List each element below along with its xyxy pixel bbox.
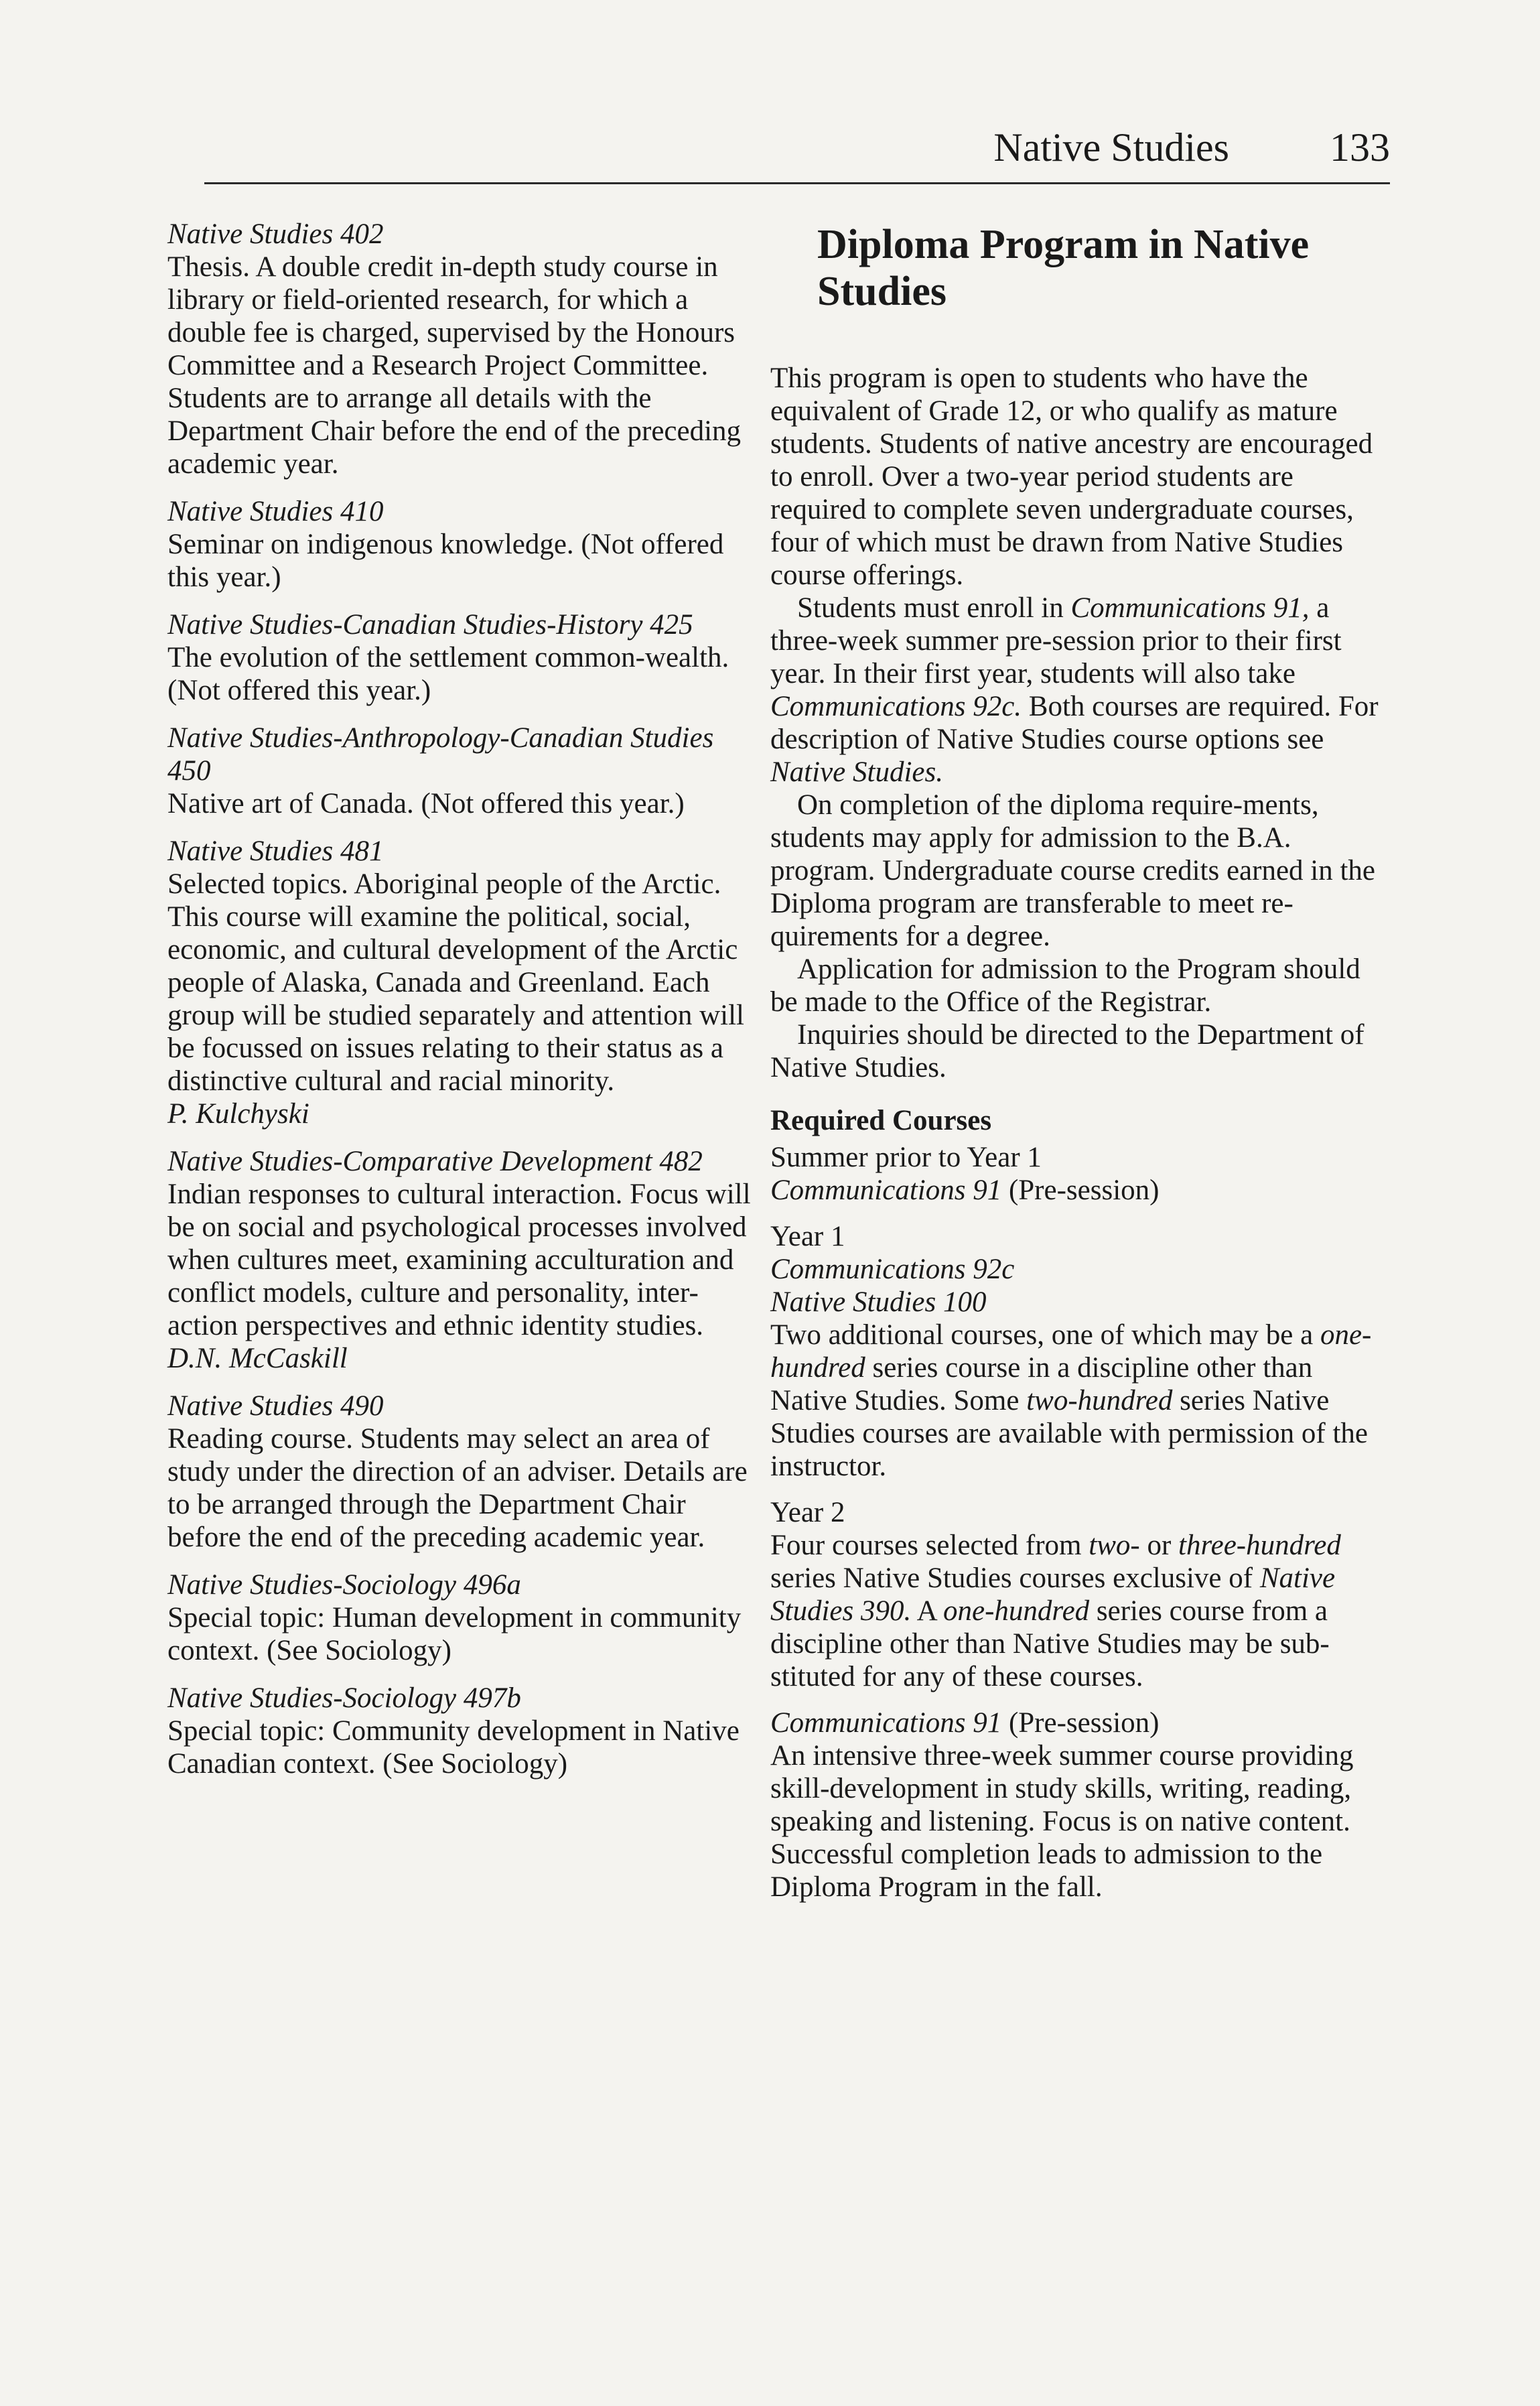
course-title: Native Studies 402 <box>167 218 384 250</box>
course-title <box>770 1707 1393 1739</box>
summer-course <box>770 1174 1393 1207</box>
year2-block <box>770 1496 1393 1693</box>
text-run: series Native Studies courses are available with permission of the instructor. <box>770 1385 1369 1482</box>
page-number: 133 <box>1330 125 1390 170</box>
section-heading: Diploma Program in Native Studies <box>817 222 1310 314</box>
course-entry <box>167 495 757 594</box>
course-instructor: P. Kulchyski <box>167 1098 309 1130</box>
diploma-program-column <box>770 221 1393 1917</box>
course-reference: Communications 91 <box>770 1707 1002 1739</box>
text-run: series course from a discipline other than Native Studies may be sub-stituted for any of these courses. <box>770 1595 1330 1692</box>
course-entry <box>167 218 757 480</box>
course-entry <box>167 835 757 1130</box>
communications-91-entry <box>770 1707 1393 1903</box>
year2-description <box>770 1529 1393 1693</box>
header-rule <box>204 182 1390 184</box>
text-run: two-hundred <box>1026 1385 1173 1416</box>
course-title: Native Studies 481 <box>167 836 384 867</box>
course-description: Native art of Canada. (Not offered this year.) <box>167 788 685 819</box>
paragraph: Application for admission to the Program should be made to the Office of the Registrar. <box>770 953 1360 1018</box>
text-run: Two additional courses, one of which may be a <box>770 1319 1320 1351</box>
course-entry <box>167 1568 757 1667</box>
text-run: (Pre-session) <box>1001 1707 1160 1739</box>
year1-label: Year 1 <box>770 1221 845 1252</box>
course-reference: Communications 92c. <box>770 691 1022 722</box>
course-description: Special topic: Human development in community context. (See Sociology) <box>167 1602 742 1666</box>
running-title: Native Studies <box>993 125 1229 170</box>
text-run: A <box>911 1595 944 1627</box>
course-title: Native Studies-Anthropology-Canadian Studies 450 <box>167 722 714 787</box>
text-run: one-hundred <box>943 1595 1090 1627</box>
course-reference: Native Studies 100 <box>770 1286 987 1318</box>
text-run: Four courses selected from <box>770 1530 1089 1561</box>
course-description: Thesis. A double credit in-depth study course in library or field-oriented research, for which a double fee is charged, supervised by the Honours Committee and a Research Project Committee. Students are to arrange all details with the Department Chair before the end of the preceding academic year. <box>167 251 742 480</box>
paragraph: Inquiries should be directed to the Department of Native Studies. <box>770 1019 1364 1083</box>
text-run: series Native Studies courses exclusive of <box>770 1562 1260 1594</box>
course-description: Reading course. Students may select an area of study under the direction of an adviser. Details are to be arranged through the Department Chair before the end of the preceding academic year. <box>167 1423 748 1553</box>
text-run: two- <box>1089 1530 1140 1561</box>
course-entry <box>167 1145 757 1375</box>
text-run: series course in a discipline other than Native Studies. Some <box>770 1352 1313 1416</box>
paragraph: On completion of the diploma require-ments, students may apply for admission to the B.A. program. Undergraduate course credits earned in the Diploma program are transferable to meet re-quirements for a degree. <box>770 789 1376 952</box>
course-instructor: D.N. McCaskill <box>167 1343 348 1374</box>
course-reference: Native Studies. <box>770 756 943 788</box>
course-reference: Communications 91, <box>1070 592 1310 624</box>
course-description: Selected topics. Aboriginal people of the Arctic. This course will examine the political, social, economic, and cultural development of the Arctic people of Alaska, Canada and Greenland. Each group will be studied separately and attention will be focussed on issues relating to their status as a distinctive cultural and racial minority. <box>167 868 744 1097</box>
course-entry <box>167 1682 757 1780</box>
course-title: Native Studies 490 <box>167 1390 384 1422</box>
text-run: a three-week summer pre-session prior to their first year. In their first year, students will also take <box>770 592 1342 689</box>
course-entry <box>167 722 757 820</box>
course-description: Seminar on indigenous knowledge. (Not offered this year.) <box>167 529 724 593</box>
required-courses-heading: Required Courses <box>770 1105 992 1136</box>
page-header <box>204 127 1390 188</box>
year1-description <box>770 1319 1393 1483</box>
course-description: An intensive three-week summer course providing skill-development in study skills, writing, reading, speaking and listening. Focus is on native content. Successful completion leads to admission to the Diploma Program in the fall. <box>770 1740 1354 1903</box>
text-run: one-hundred <box>770 1319 1372 1384</box>
text-run: Both courses are required. For description of Native Studies course options see <box>770 691 1379 755</box>
course-description: Indian responses to cultural interaction. Focus will be on social and psychological processes involved when cultures meet, examining acculturation and conflict models, culture and personality, inter-action perspectives and ethnic identity studies. <box>167 1179 751 1341</box>
year2-label: Year 2 <box>770 1497 845 1528</box>
summer-block <box>770 1141 1393 1207</box>
text-run: (Pre-session) <box>1001 1175 1160 1206</box>
course-title: Native Studies-Sociology 496a <box>167 1569 521 1601</box>
year1-block <box>770 1220 1393 1483</box>
course-description: The evolution of the settlement common-wealth. (Not offered this year.) <box>167 642 729 706</box>
paragraph <box>770 592 1393 789</box>
summer-label: Summer prior to Year 1 <box>770 1142 1042 1173</box>
course-title: Native Studies 410 <box>167 496 384 527</box>
text-run: or <box>1139 1530 1179 1561</box>
paragraph: This program is open to students who have the equivalent of Grade 12, or who qualify as mature students. Students of native ancestry are encouraged to enroll. Over a two-year period students are required to complete seven undergraduate courses, four of which must be drawn from Native Studies course offerings. <box>770 362 1373 591</box>
course-reference: Native Studies 390. <box>770 1562 1336 1627</box>
course-title: Native Studies-Comparative Development 482 <box>167 1146 703 1177</box>
course-reference: Communications 91 <box>770 1175 1002 1206</box>
course-entry <box>167 1390 757 1554</box>
course-description: Special topic: Community development in Native Canadian context. (See Sociology) <box>167 1715 740 1780</box>
course-entry <box>167 608 757 707</box>
course-title: Native Studies-Canadian Studies-History 425 <box>167 609 693 641</box>
text-run: Students must enroll in <box>797 592 1071 624</box>
course-list-column <box>167 218 757 1795</box>
course-reference: Communications 92c <box>770 1254 1015 1285</box>
text-run: three-hundred <box>1178 1530 1341 1561</box>
course-title: Native Studies-Sociology 497b <box>167 1682 521 1714</box>
